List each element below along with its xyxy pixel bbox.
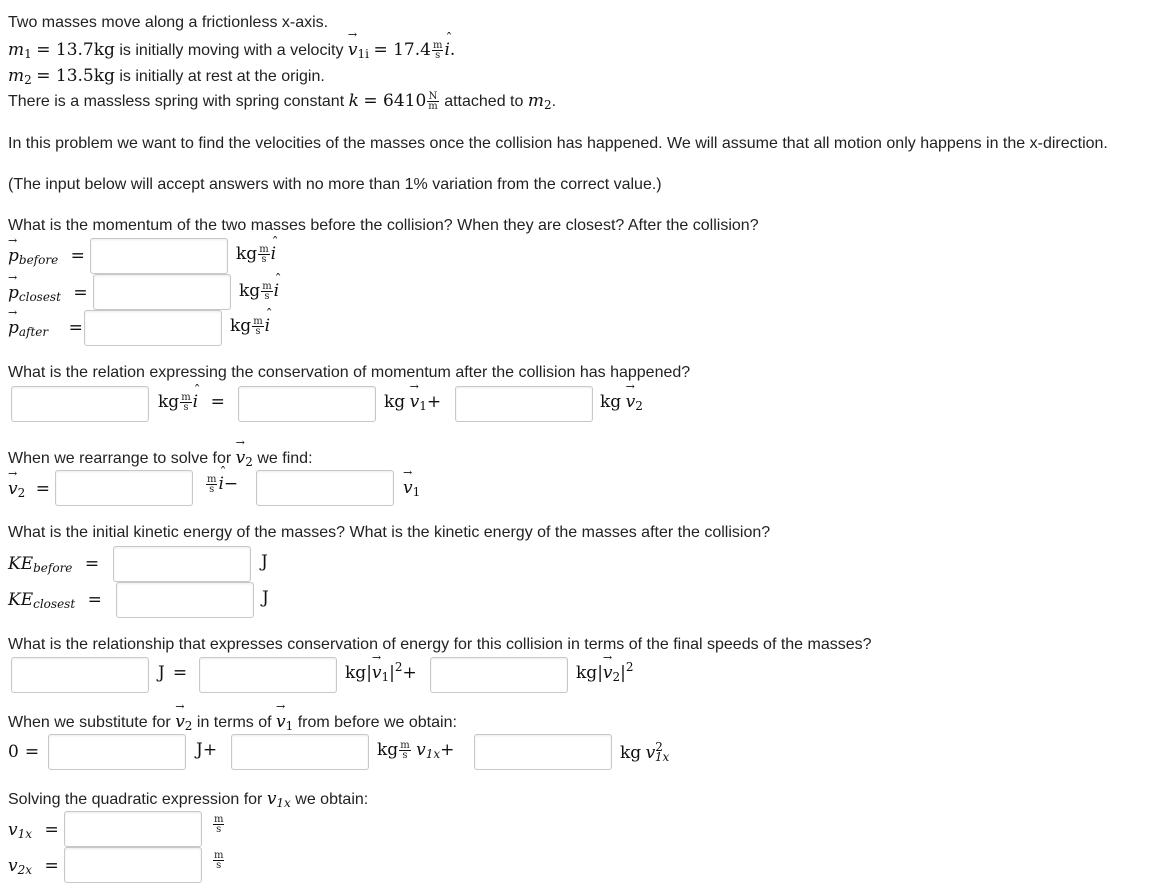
ke-question: What is the initial kinetic energy of the masses? What is the kinetic energy of the masses after the collision? — [8, 524, 771, 541]
v1x-label: $v_{1x}$ = — [8, 820, 59, 841]
v2-input-coef[interactable] — [256, 470, 394, 506]
intro-line-m1: $m_1 = 13.7kg$ is initially moving with a velocity → $v_{1i} = 17.4$ $\frac{m}{s}$ ˆ i. — [8, 40, 455, 61]
quadratic-unit-2: kg $\frac{m}{s}$ $v_{1x}+$ — [377, 740, 455, 762]
quadratic-input-linear[interactable] — [231, 734, 369, 770]
quadratic-unit-3: kg $v^2_{1x}$ — [620, 740, 670, 764]
substitute-question: When we substitute for → $v_2$ in terms of → $v_1$ from before we obtain: — [8, 712, 457, 733]
energy-input-m1[interactable] — [199, 657, 337, 693]
p-before-label: → $p_{before}$ = — [8, 246, 85, 267]
energy-unit-3: $kg|\to v_2|^2$ — [576, 660, 634, 684]
energy-input-m2[interactable] — [430, 657, 568, 693]
relation-input-m2[interactable] — [455, 386, 593, 422]
relation-input-total[interactable] — [11, 386, 149, 422]
p-after-label: → $p_{after}$ = — [8, 318, 83, 339]
p-after-input[interactable] — [84, 310, 222, 346]
energy-unit-2: $kg|\to v_1|^2+$ — [345, 660, 417, 684]
quadratic-unit-1: J+ — [196, 740, 218, 760]
relation-unit-2: kg → $v_1+$ — [384, 392, 441, 413]
p-before-input[interactable] — [90, 238, 228, 274]
ke-before-input[interactable] — [113, 546, 251, 582]
rearrange-question: When we rearrange to solve for → $v_2$ we find: — [8, 448, 313, 469]
energy-input-total[interactable] — [11, 657, 149, 693]
relation-input-m1[interactable] — [238, 386, 376, 422]
relation-unit-1: kg $\frac{m}{s}$ ˆ i = — [158, 392, 225, 412]
intro-line-spring: There is a massless spring with spring constant k = 6410 $\frac{N}{m}$ attached to $m_2$. — [8, 91, 557, 113]
quadratic-input-const[interactable] — [48, 734, 186, 770]
goal-paragraph: In this problem we want to find the velocities of the masses once the collision has happened. We will assume that all motion only happens in the x-direction. — [8, 135, 1108, 152]
relation-question: What is the relation expressing the conservation of momentum after the collision has happened? — [8, 364, 691, 381]
v2-unit-1: $\frac{m}{s}$ ˆ i− — [205, 474, 238, 494]
ke-closest-unit: J — [262, 588, 269, 608]
v1x-input[interactable] — [64, 811, 202, 847]
p-closest-label: → $p_{closest}$ = — [8, 283, 88, 304]
p-after-unit: kg $\frac{m}{s}$ ˆ i — [230, 316, 270, 336]
solve-question: Solving the quadratic expression for $v_{1x}$ we obtain: — [8, 789, 369, 810]
v2x-unit: $\frac{m}{s}$ — [214, 850, 224, 871]
p-closest-input[interactable] — [93, 274, 231, 310]
ke-closest-input[interactable] — [116, 582, 254, 618]
energy-question: What is the relationship that expresses conservation of energy for this collision in terms of the final speeds of the masses? — [8, 636, 872, 653]
ke-closest-label: $KE_{closest}$ = — [8, 590, 102, 611]
quadratic-lhs: 0 = — [8, 742, 40, 762]
ke-before-label: $KE_{before}$ = — [8, 554, 100, 575]
intro-line-m2: $m_2 = 13.5kg$ is initially at rest at the origin. — [8, 66, 325, 87]
v2-unit-2: → $v_1$ — [403, 478, 420, 499]
quadratic-input-square[interactable] — [474, 734, 612, 770]
v2x-label: $v_{2x}$ = — [8, 856, 59, 877]
v1x-unit: $\frac{m}{s}$ — [214, 814, 224, 835]
ke-before-unit: J — [261, 552, 268, 572]
p-before-unit: kg $\frac{m}{s}$ ˆ i — [236, 244, 276, 264]
v2-label: → $v_2$ = — [8, 479, 50, 500]
relation-unit-3: kg → $v_2$ — [600, 392, 643, 413]
v2-input-const[interactable] — [55, 470, 193, 506]
momentum-question: What is the momentum of the two masses before the collision? When they are closest? After the collision? — [8, 217, 759, 234]
p-closest-unit: kg $\frac{m}{s}$ ˆ i — [239, 281, 279, 301]
v2x-input[interactable] — [64, 847, 202, 883]
intro-line1: Two masses move along a frictionless x-axis. — [8, 14, 329, 31]
energy-unit-1: J = — [158, 663, 188, 683]
tolerance-paragraph: (The input below will accept answers with no more than 1% variation from the correct value.) — [8, 176, 662, 193]
